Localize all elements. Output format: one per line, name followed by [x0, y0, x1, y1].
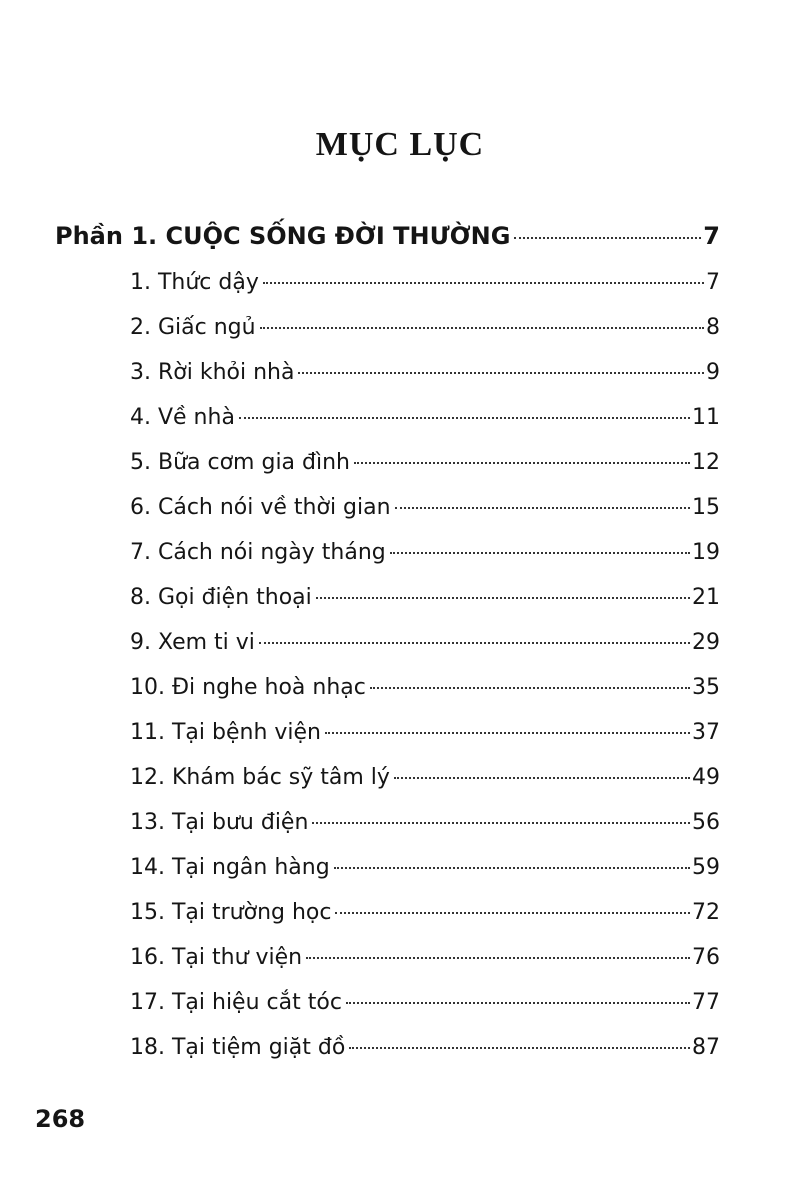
toc-item-page: 8: [706, 315, 720, 340]
toc-item-page: 56: [692, 810, 720, 835]
toc-item: [130, 270, 720, 295]
toc-item-label: 8. Gọi điện thoại: [130, 585, 312, 610]
toc-item: [130, 720, 720, 745]
toc-item-page: 9: [706, 360, 720, 385]
dot-leader: [260, 327, 704, 329]
toc-item: [130, 405, 720, 430]
toc-item: [130, 990, 720, 1015]
toc-item: [130, 675, 720, 700]
dot-leader: [263, 282, 704, 284]
dot-leader: [298, 372, 704, 374]
toc-item: [130, 1035, 720, 1060]
toc-item-label: 13. Tại bưu điện: [130, 810, 309, 835]
toc-item-page: 77: [692, 990, 720, 1015]
dot-leader: [312, 822, 690, 824]
toc-item-page: 29: [692, 630, 720, 655]
dot-leader: [390, 552, 690, 554]
toc-item: [130, 315, 720, 340]
toc-item: [130, 765, 720, 790]
toc-item-label: 14. Tại ngân hàng: [130, 855, 330, 880]
toc-item: [130, 900, 720, 925]
toc-item-label: 9. Xem ti vi: [130, 630, 255, 655]
toc-item-label: 12. Khám bác sỹ tâm lý: [130, 765, 390, 790]
toc-item-page: 37: [692, 720, 720, 745]
toc-item: [130, 585, 720, 610]
toc-item: [130, 855, 720, 880]
toc-item-label: 6. Cách nói về thời gian: [130, 495, 391, 520]
part-page-number: 7: [703, 222, 720, 250]
toc-item: [130, 495, 720, 520]
dot-leader: [316, 597, 690, 599]
toc-item-page: 15: [692, 495, 720, 520]
dot-leader: [394, 777, 690, 779]
toc-item: [130, 945, 720, 970]
toc-item-page: 7: [706, 270, 720, 295]
toc-item: [130, 450, 720, 475]
dot-leader: [259, 642, 690, 644]
toc-item: [130, 540, 720, 565]
toc-item: [130, 360, 720, 385]
toc-item: [130, 810, 720, 835]
dot-leader: [395, 507, 690, 509]
toc-item-page: 19: [692, 540, 720, 565]
toc-item-page: 76: [692, 945, 720, 970]
toc-item-label: 16. Tại thư viện: [130, 945, 303, 970]
dot-leader: [514, 237, 701, 239]
dot-leader: [346, 1002, 690, 1004]
toc-title: MỤC LỤC: [315, 126, 485, 163]
dot-leader: [335, 912, 690, 914]
dot-leader: [349, 1047, 690, 1049]
toc-part-heading: [55, 222, 720, 250]
toc-item-page: 35: [692, 675, 720, 700]
toc-item-page: 59: [692, 855, 720, 880]
toc-item-page: 49: [692, 765, 720, 790]
dot-leader: [239, 417, 690, 419]
toc-item-page: 72: [692, 900, 720, 925]
toc-item-label: 4. Về nhà: [130, 405, 235, 430]
part-label: Phần 1. CUỘC SỐNG ĐỜI THƯỜNG: [55, 222, 511, 250]
toc-item-label: 7. Cách nói ngày tháng: [130, 540, 386, 565]
toc-item-label: 10. Đi nghe hoà nhạc: [130, 675, 366, 700]
toc-item-label: 5. Bữa cơm gia đình: [130, 450, 350, 475]
toc-item-label: 1. Thức dậy: [130, 270, 259, 295]
dot-leader: [370, 687, 690, 689]
dot-leader: [334, 867, 690, 869]
toc-item-label: 17. Tại hiệu cắt tóc: [130, 990, 342, 1015]
toc-item-label: 15. Tại trường học: [130, 900, 332, 925]
toc-item: [130, 630, 720, 655]
toc-item-page: 87: [692, 1035, 720, 1060]
toc-item-label: 3. Rời khỏi nhà: [130, 360, 295, 385]
toc-item-page: 12: [692, 450, 720, 475]
dot-leader: [306, 957, 690, 959]
toc-item-page: 11: [692, 405, 720, 430]
toc-item-label: 11. Tại bệnh viện: [130, 720, 321, 745]
toc-item-label: 2. Giấc ngủ: [130, 315, 256, 340]
toc-item-page: 21: [692, 585, 720, 610]
page-number: 268: [35, 1105, 86, 1133]
dot-leader: [325, 732, 690, 734]
dot-leader: [354, 462, 690, 464]
toc-item-label: 18. Tại tiệm giặt đồ: [130, 1035, 346, 1060]
